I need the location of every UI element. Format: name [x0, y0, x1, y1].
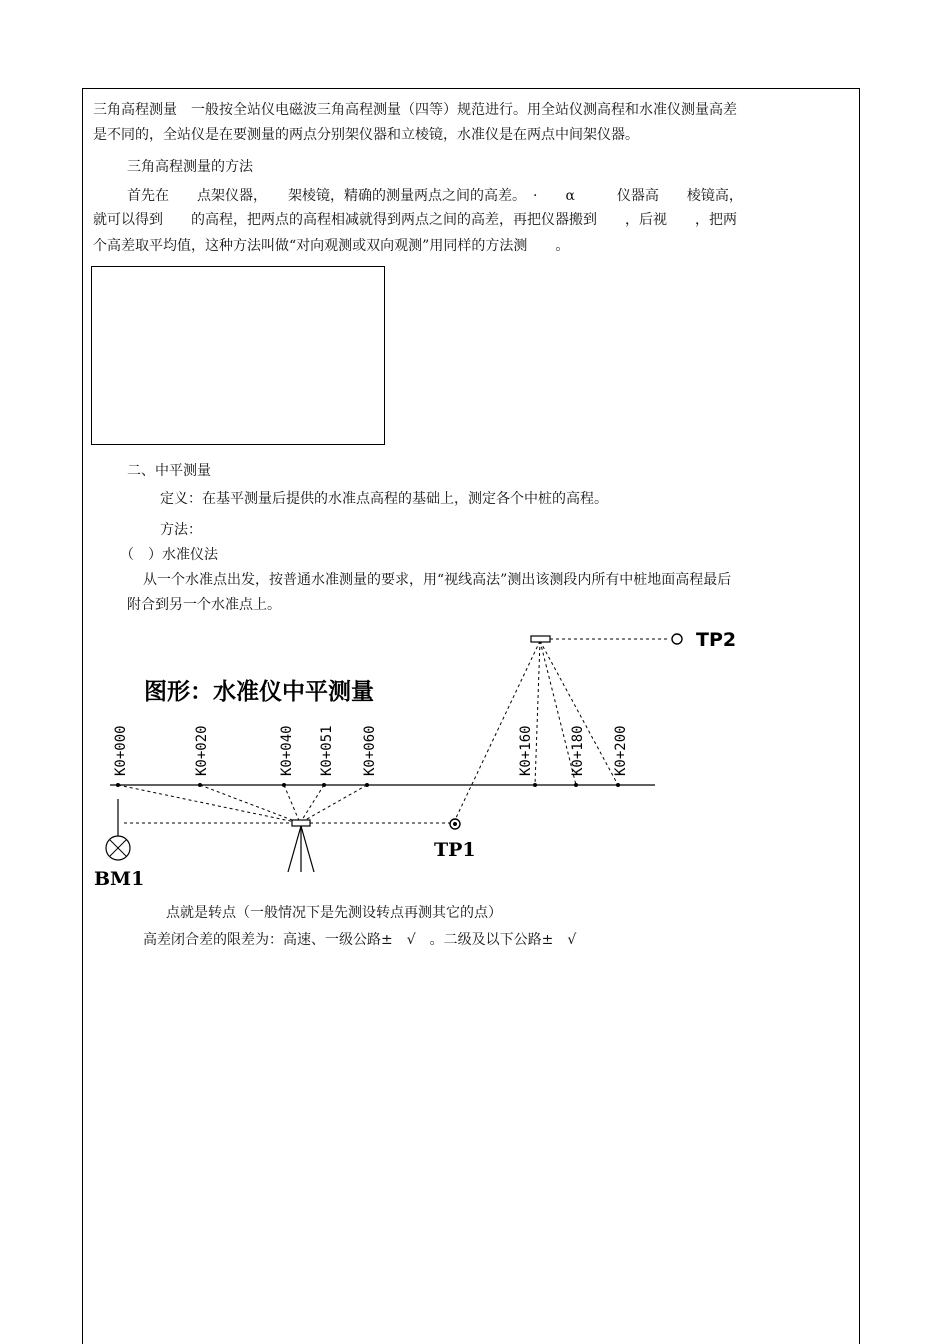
sight-lines-1	[118, 785, 452, 823]
level-method-para-line-2: 附合到另一个水准点上。	[127, 597, 281, 613]
station-label: K0+000	[113, 725, 129, 776]
turning-point-note: 点就是转点（一般情况下是先测设转点再测其它的点）	[166, 905, 502, 921]
station-label: K0+180	[570, 725, 586, 776]
tp1-label: TP1	[434, 839, 476, 861]
bm1-label: BM1	[94, 868, 145, 890]
method-heading: 三角高程测量的方法	[127, 159, 253, 175]
method-label: 方法：	[160, 522, 202, 538]
tolerance-note: 高差闭合差的限差为：高速、一级公路± √ 。二级及以下公路± √	[143, 932, 577, 948]
method-para-line-2: 就可以得到 的高程，把两点的高程相减就得到两点之间的高差，再把仪器搬到 ，后视 ，把两	[93, 212, 737, 228]
definition-text: 定义：在基平测量后提供的水准点高程的基础上，测定各个中桩的高程。	[160, 491, 608, 507]
level-instrument-icon	[288, 820, 314, 872]
station-label: K0+160	[518, 725, 534, 776]
station-labels	[113, 725, 629, 776]
level-method-para-line-1: 从一个水准点出发，按普通水准测量的要求，用“视线高法”测出该测段内所有中桩地面高程最后	[143, 572, 732, 588]
station-label: K0+051	[319, 725, 335, 776]
section-heading-2: 二、中平测量	[127, 463, 211, 479]
intro-line-1: 三角高程测量 一般按全站仪电磁波三角高程测量（四等）规范进行。用全站仪测高程和水准仪测量高差	[93, 102, 737, 118]
tp2-marker	[672, 634, 682, 644]
method-para-line-1: 首先在 点架仪器， 架棱镜，精确的测量两点之间的高差。 · α 仪器高 棱镜高，	[127, 188, 743, 204]
leveling-diagram	[90, 624, 770, 894]
tp2-label: TP2	[696, 629, 737, 651]
intro-line-2: 是不同的，全站仪是在要测量的两点分别架仪器和立棱镜，水准仪是在两点中间架仪器。	[93, 127, 639, 143]
diagram-title: 图形：水准仪中平测量	[144, 679, 374, 705]
level-method-subheading: （ ）水准仪法	[120, 547, 218, 563]
station-label: K0+060	[362, 725, 378, 776]
station-label: K0+040	[279, 725, 295, 776]
station-point	[574, 783, 578, 787]
image-placeholder	[91, 266, 385, 445]
method-para-line-3: 个高差取平均值，这种方法叫做“对向观测或双向观测”用同样的方法测 。	[93, 238, 570, 254]
station-label: K0+020	[194, 725, 210, 776]
tp1-marker	[450, 819, 460, 829]
sight-lines-2	[455, 639, 670, 820]
station-label: K0+200	[613, 725, 629, 776]
bm1-marker	[106, 799, 130, 860]
level-instrument-2-icon	[531, 636, 550, 642]
